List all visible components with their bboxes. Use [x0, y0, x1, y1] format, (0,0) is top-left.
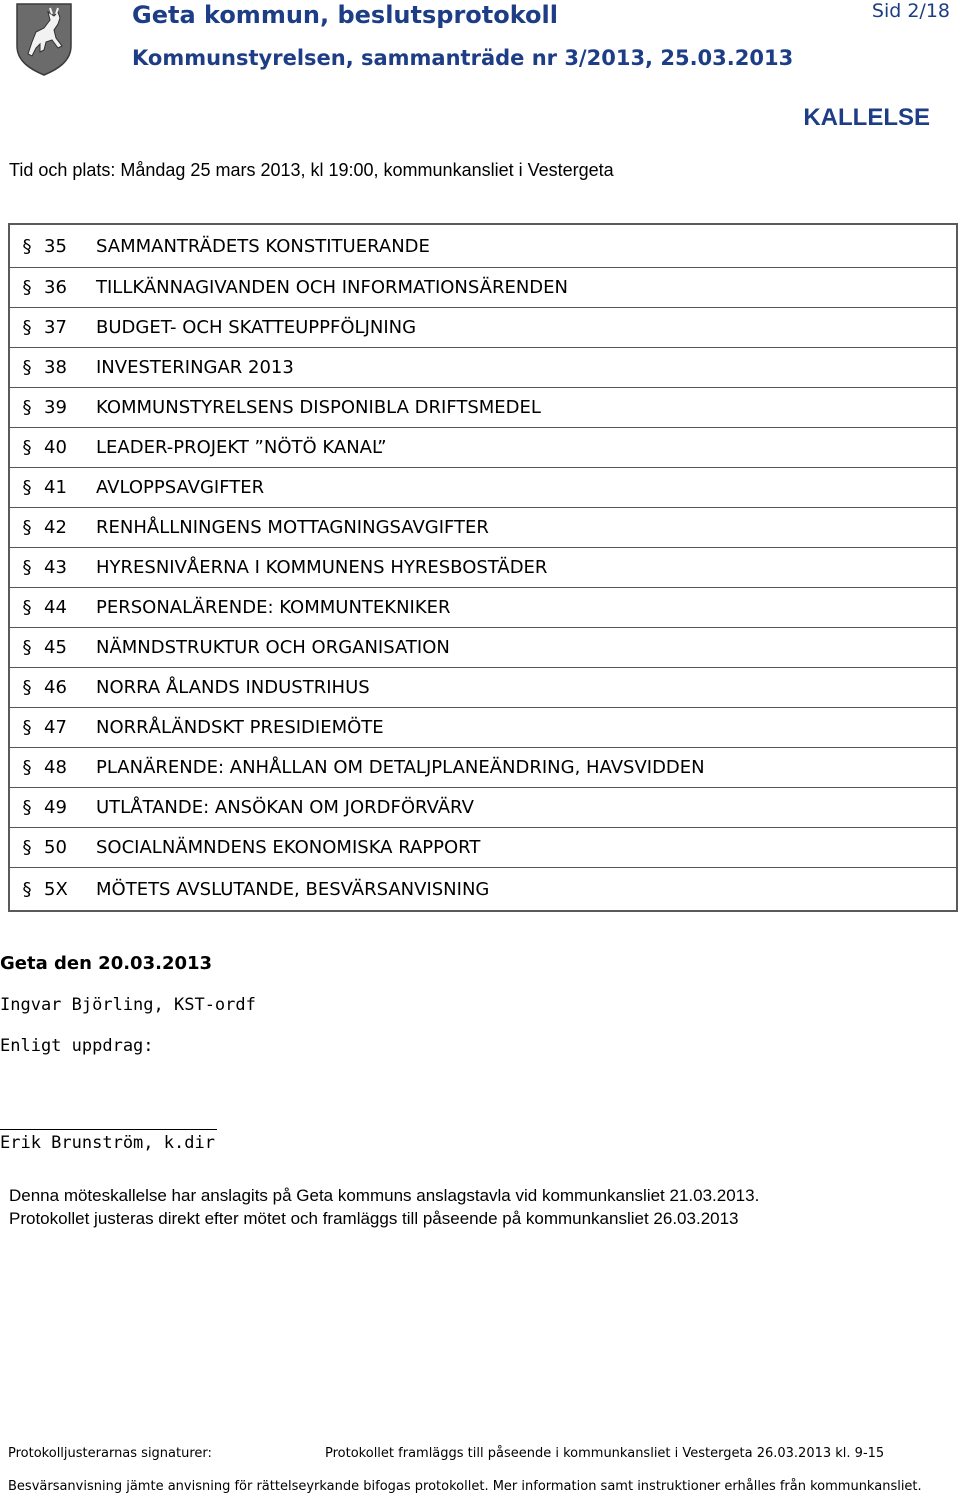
section-sign: §: [9, 588, 44, 628]
agenda-row: [9, 508, 957, 548]
agenda-row: [9, 348, 957, 388]
agenda-item-number: 50: [44, 828, 96, 868]
section-sign: §: [9, 348, 44, 388]
document-title: Geta kommun, beslutsprotokoll: [132, 1, 558, 29]
agenda-row: [9, 428, 957, 468]
agenda-row: [9, 308, 957, 348]
agenda-row: [9, 668, 957, 708]
agenda-item-number: 46: [44, 668, 96, 708]
section-sign: §: [9, 508, 44, 548]
agenda-item-title: LEADER-PROJEKT ”NÖTÖ KANAL”: [96, 428, 957, 468]
posting-notice: [9, 1184, 759, 1230]
agenda-item-number: 45: [44, 628, 96, 668]
agenda-item-title: TILLKÄNNAGIVANDEN OCH INFORMATIONSÄRENDEN: [96, 268, 957, 308]
section-sign: §: [9, 868, 44, 912]
section-sign: §: [9, 788, 44, 828]
agenda-item-title: SAMMANTRÄDETS KONSTITUERANDE: [96, 235, 430, 257]
agenda-item-number: 40: [44, 428, 96, 468]
agenda-item-title: RENHÅLLNINGENS MOTTAGNINGSAVGIFTER: [96, 508, 957, 548]
page-number: Sid 2/18: [871, 0, 950, 22]
agenda-row: [9, 748, 957, 788]
agenda-row: [9, 268, 957, 308]
footer-appeal-info: Besvärsanvisning jämte anvisning för rättelseyrkande bifogas protokollet. Mer information samt instruktioner erhålles från kommunkansliet.: [8, 1479, 922, 1494]
director-signature: Erik Brunström, k.dir: [0, 1133, 215, 1153]
signature-line: [0, 1129, 217, 1130]
agenda-row: [9, 868, 957, 912]
agenda-row: [9, 224, 957, 268]
agenda-item-title: NÄMNDSTRUKTUR OCH ORGANISATION: [96, 628, 957, 668]
section-sign: §: [9, 548, 44, 588]
agenda-item-number: 47: [44, 708, 96, 748]
section-sign: §: [9, 828, 44, 868]
agenda-item-number: 44: [44, 588, 96, 628]
agenda-item-title: PERSONALÄRENDE: KOMMUNTEKNIKER: [96, 588, 957, 628]
agenda-row: [9, 628, 957, 668]
agenda-row: [9, 588, 957, 628]
agenda-item-title: PLANÄRENDE: ANHÅLLAN OM DETALJPLANEÄNDRING, HAVSVIDDEN: [96, 748, 957, 788]
agenda-row: [9, 788, 957, 828]
section-sign: §: [9, 708, 44, 748]
agenda-row: [9, 548, 957, 588]
footer-signatures-label: Protokolljusterarnas signaturer:: [8, 1446, 212, 1461]
chairman-signature: Ingvar Björling, KST-ordf: [0, 995, 256, 1015]
footer-display-info: Protokollet framläggs till påseende i kommunkansliet i Vestergeta 26.03.2013 kl. 9-15: [325, 1446, 885, 1461]
signing-date: Geta den 20.03.2013: [0, 953, 213, 974]
section-sign: §: [9, 428, 44, 468]
agenda-item-number: 43: [44, 548, 96, 588]
agenda-item-title: SOCIALNÄMNDENS EKONOMISKA RAPPORT: [96, 828, 957, 868]
agenda-item-title: NORRA ÅLANDS INDUSTRIHUS: [96, 668, 957, 708]
time-and-place: Tid och plats: Måndag 25 mars 2013, kl 19:00, kommunkansliet i Vestergeta: [9, 160, 614, 180]
section-sign: §: [9, 628, 44, 668]
agenda-item-number: 35: [44, 235, 67, 257]
notice-line-2: Protokollet justeras direkt efter mötet och framläggs till påseende på kommunkansliet 26.03.2013: [9, 1209, 739, 1228]
section-sign: §: [9, 468, 44, 508]
agenda-body: [9, 224, 957, 911]
footer-row-1: [8, 1446, 952, 1461]
agenda-item-number: 37: [44, 308, 96, 348]
agenda-row: [9, 388, 957, 428]
on-behalf-label: Enligt uppdrag:: [0, 1036, 154, 1056]
agenda-item-number: 49: [44, 788, 96, 828]
agenda-item-number: 38: [44, 348, 96, 388]
section-sign: §: [9, 748, 44, 788]
agenda-item-number: 42: [44, 508, 96, 548]
agenda-item-title: HYRESNIVÅERNA I KOMMUNENS HYRESBOSTÄDER: [96, 548, 957, 588]
agenda-item-title: NORRÅLÄNDSKT PRESIDIEMÖTE: [96, 708, 957, 748]
agenda-item-number: 41: [44, 468, 96, 508]
agenda-item-title: KOMMUNSTYRELSENS DISPONIBLA DRIFTSMEDEL: [96, 388, 957, 428]
agenda-row: [9, 828, 957, 868]
section-sign: §: [9, 388, 44, 428]
section-sign: §: [22, 235, 32, 257]
agenda-item-title: INVESTERINGAR 2013: [96, 348, 957, 388]
agenda-item-number: 39: [44, 388, 96, 428]
document-type-label: KALLELSE: [803, 104, 930, 131]
agenda-item-title: MÖTETS AVSLUTANDE, BESVÄRSANVISNING: [96, 868, 957, 912]
agenda-item-title: AVLOPPSAVGIFTER: [96, 468, 957, 508]
agenda-row: [9, 468, 957, 508]
agenda-table: [8, 223, 958, 912]
agenda-item-title: UTLÅTANDE: ANSÖKAN OM JORDFÖRVÄRV: [96, 788, 957, 828]
meeting-subtitle: Kommunstyrelsen, sammanträde nr 3/2013, 25.03.2013: [132, 46, 794, 70]
section-sign: §: [9, 308, 44, 348]
crest-icon: [14, 2, 74, 76]
notice-line-1: Denna möteskallelse har anslagits på Geta kommuns anslagstavla vid kommunkansliet 21.03.2013.: [9, 1186, 760, 1205]
agenda-item-number: 36: [44, 268, 96, 308]
agenda-item-title: BUDGET- OCH SKATTEUPPFÖLJNING: [96, 308, 957, 348]
agenda-item-number: 5X: [44, 868, 96, 912]
agenda-row: [9, 708, 957, 748]
section-sign: §: [9, 668, 44, 708]
agenda-item-number: 48: [44, 748, 96, 788]
section-sign: §: [9, 268, 44, 308]
